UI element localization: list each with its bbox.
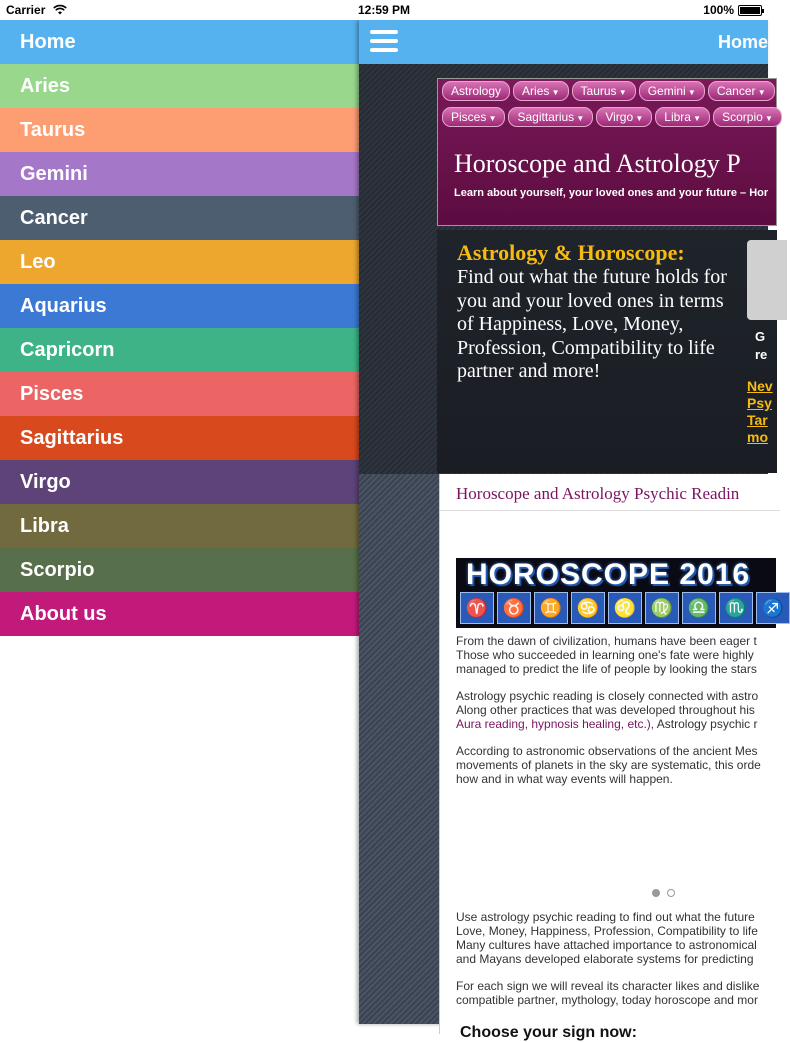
site-tab-label: Virgo <box>605 110 634 124</box>
hero-text: Find out what the future holds for you and your loved ones in terms of Happiness, Love, Money, Profession, Compatibility to life partner and more! <box>457 266 727 382</box>
caret-down-icon: ▼ <box>616 88 627 97</box>
hero-link[interactable]: mo <box>747 429 768 445</box>
site-tab-sagittarius[interactable] <box>508 107 593 127</box>
menu-item-cancer[interactable]: Cancer <box>0 196 359 240</box>
caret-down-icon: ▼ <box>486 114 497 123</box>
hamburger-menu-icon[interactable] <box>370 30 398 54</box>
caret-down-icon: ▼ <box>685 88 696 97</box>
article-title: Horoscope and Astrology Psychic Readin <box>456 484 740 503</box>
zodiac-sign-icon: ♋ <box>571 592 605 624</box>
paragraph-line: Astrology psychic reading is closely connected with astro <box>456 689 759 703</box>
choose-sign-heading: Choose your sign now: <box>460 1024 637 1041</box>
site-tab-label: Aries <box>522 84 550 98</box>
menu-item-aries[interactable]: Aries <box>0 64 359 108</box>
site-tab-label: Taurus <box>580 84 617 98</box>
site-tab-astrology[interactable] <box>442 81 510 101</box>
site-tab-libra[interactable] <box>655 107 710 127</box>
site-tab-label: Astrology <box>451 84 502 98</box>
zodiac-sign-icon: ♉ <box>497 592 531 624</box>
web-view[interactable] <box>359 64 785 1041</box>
menu-item-sagittarius[interactable]: Sagittarius <box>0 416 359 460</box>
hero-link[interactable]: Tar <box>747 412 768 428</box>
site-tab-cancer[interactable] <box>708 81 775 101</box>
zodiac-sign-icon: ♈ <box>460 592 494 624</box>
paragraph-line: movements of planets in the sky are systematic, this orde <box>456 758 761 772</box>
main-panel <box>359 20 785 1041</box>
site-tabs-row-1 <box>442 81 775 101</box>
hero-link[interactable]: Nev <box>747 378 773 394</box>
status-bar <box>0 0 768 20</box>
paragraph-line: Along other practices that was developed throughout his <box>456 703 755 717</box>
page-dot-active[interactable] <box>652 889 660 897</box>
navigation-bar <box>359 20 768 64</box>
carrier-text: Carrier <box>6 3 46 17</box>
menu-item-aquarius[interactable]: Aquarius <box>0 284 359 328</box>
hero-title: Astrology & Horoscope: <box>457 240 685 265</box>
caret-down-icon: ▼ <box>762 114 773 123</box>
battery-percent: 100% <box>703 3 734 17</box>
hero-link[interactable]: Psy <box>747 395 772 411</box>
menu-item-capricorn[interactable]: Capricorn <box>0 328 359 372</box>
menu-item-gemini[interactable]: Gemini <box>0 152 359 196</box>
divider <box>440 510 780 511</box>
hero-links <box>747 378 773 446</box>
menu-item-taurus[interactable]: Taurus <box>0 108 359 152</box>
site-tab-label: Libra <box>664 110 691 124</box>
paragraph-line: compatible partner, mythology, today horoscope and mor <box>456 993 758 1007</box>
paragraph-line: Love, Money, Happiness, Profession, Compatibility to life <box>456 924 758 938</box>
side-menu <box>0 20 359 1024</box>
site-header <box>437 78 777 226</box>
menu-item-leo[interactable]: Leo <box>0 240 359 284</box>
site-tabs-row-2 <box>442 107 782 127</box>
paragraph-line: how and in what way events will happen. <box>456 772 673 786</box>
battery-indicator <box>703 3 762 17</box>
paragraph-line: From the dawn of civilization, humans have been eager t <box>456 634 757 648</box>
paragraph-line: managed to predict the life of people by looking the stars <box>456 662 757 676</box>
caret-down-icon: ▼ <box>574 114 585 123</box>
site-tab-aries[interactable] <box>513 81 568 101</box>
caret-down-icon: ▼ <box>549 88 560 97</box>
zodiac-sign-icon: ♊ <box>534 592 568 624</box>
paragraph-line: According to astronomic observations of the ancient Mes <box>456 744 758 758</box>
site-tab-label: Sagittarius <box>517 110 575 124</box>
site-tab-label: Scorpio <box>722 110 763 124</box>
zodiac-sign-icon: ♌ <box>608 592 642 624</box>
paragraph-line: Use astrology psychic reading to find out what the future <box>456 910 755 924</box>
zodiac-sign-icon: ♏ <box>719 592 753 624</box>
paragraph-line: Those who succeeded in learning one's fate were highly <box>456 648 754 662</box>
page-indicator[interactable] <box>652 889 675 897</box>
paragraph-line <box>456 717 758 731</box>
site-tab-label: Cancer <box>716 84 756 98</box>
site-tab-gemini[interactable] <box>639 81 705 101</box>
menu-item-about-us[interactable]: About us <box>0 592 359 636</box>
page-dot[interactable] <box>667 889 675 897</box>
menu-item-pisces[interactable]: Pisces <box>0 372 359 416</box>
menu-item-home[interactable]: Home <box>0 20 359 64</box>
clock: 12:59 PM <box>357 3 411 17</box>
caret-down-icon: ▼ <box>690 114 702 123</box>
paragraph-line: Many cultures have attached importance to astronomical <box>456 938 757 952</box>
nav-title: Home <box>717 32 768 52</box>
menu-item-virgo[interactable]: Virgo <box>0 460 359 504</box>
battery-icon <box>738 5 762 16</box>
paragraph-line: For each sign we will reveal its character likes and dislike <box>456 979 760 993</box>
paragraph-line: and Mayans developed elaborate systems for predicting <box>456 952 754 966</box>
site-tab-scorpio[interactable] <box>713 107 782 127</box>
zodiac-symbols <box>460 592 790 624</box>
zodiac-sign-icon: ♍ <box>645 592 679 624</box>
article-content <box>439 474 785 1041</box>
site-tagline: Learn about yourself, your loved ones and your future – Hor <box>454 187 769 199</box>
hero-side-text <box>755 328 767 364</box>
aura-reading-link[interactable]: Aura reading, hypnosis healing, etc.), <box>456 717 655 731</box>
site-tab-label: Pisces <box>451 110 487 124</box>
site-title: Horoscope and Astrology P <box>454 149 741 178</box>
caret-down-icon: ▼ <box>755 88 766 97</box>
hero-side-line: re <box>755 347 768 362</box>
caret-down-icon: ▼ <box>633 114 644 123</box>
zodiac-sign-icon: ♐ <box>756 592 790 624</box>
site-tab-taurus[interactable] <box>572 81 636 101</box>
hero-side-image <box>747 240 787 320</box>
horoscope-banner-image <box>456 558 785 628</box>
hero-section <box>437 230 777 473</box>
menu-item-scorpio[interactable]: Scorpio <box>0 548 359 592</box>
menu-item-libra[interactable]: Libra <box>0 504 359 548</box>
site-tab-pisces[interactable] <box>442 107 505 127</box>
banner-text: HOROSCOPE 2016 <box>466 558 751 591</box>
site-tab-virgo[interactable] <box>596 107 652 127</box>
site-tab-label: Gemini <box>647 84 686 98</box>
hero-side-line: G <box>755 329 766 344</box>
zodiac-sign-icon: ♎ <box>682 592 716 624</box>
paragraph-text: Astrology psychic r <box>654 717 758 731</box>
